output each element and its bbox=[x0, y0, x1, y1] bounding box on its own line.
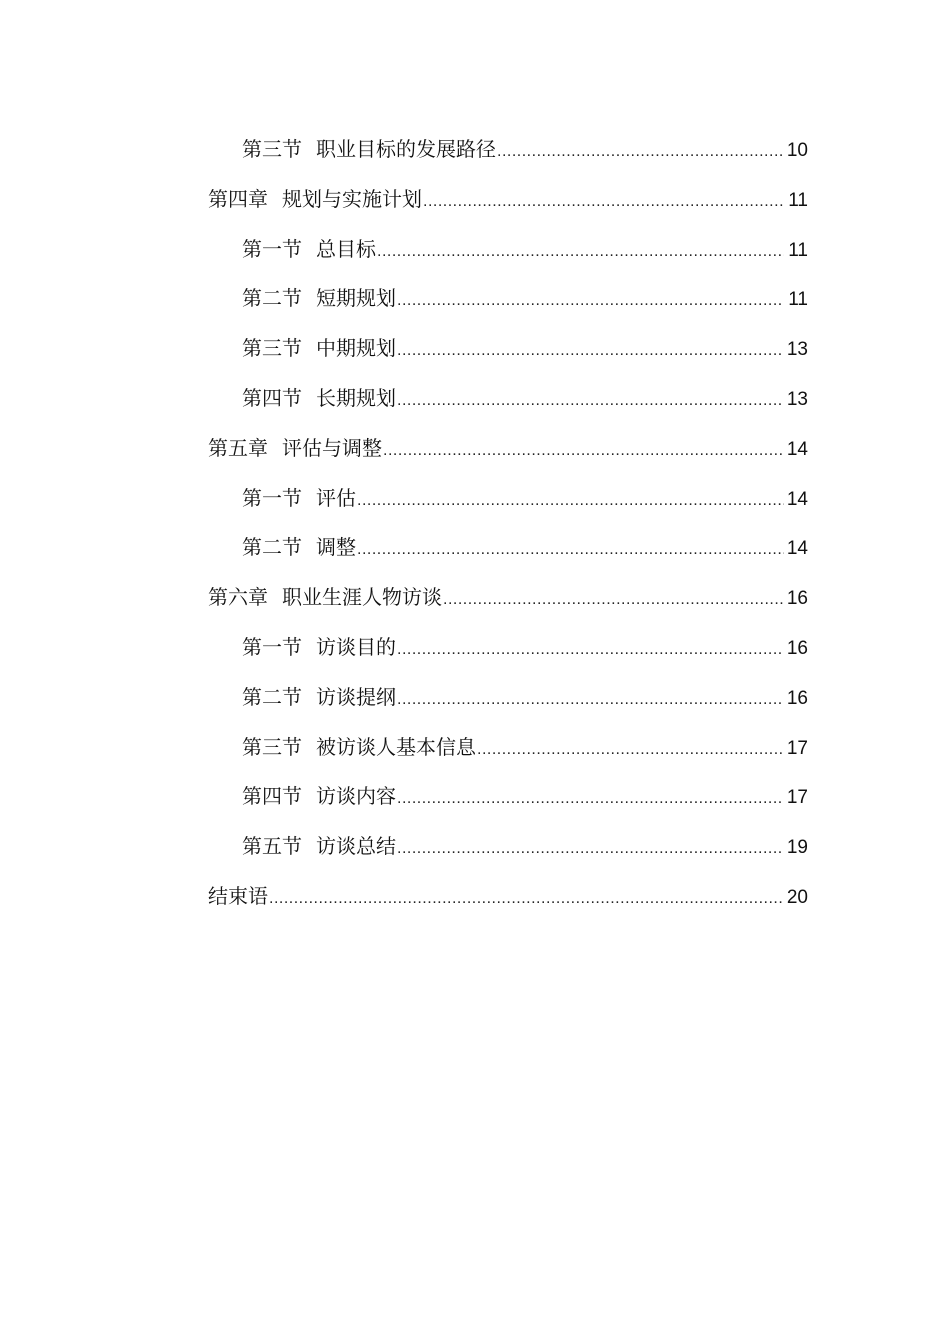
toc-leader-dots bbox=[397, 824, 784, 874]
toc-entry[interactable] bbox=[208, 623, 808, 673]
toc-entry[interactable] bbox=[208, 324, 808, 374]
toc-entry-label bbox=[208, 573, 442, 623]
toc-entry-title: 职业目标的发展路径 bbox=[316, 137, 496, 161]
toc-entry-title: 短期规划 bbox=[316, 286, 396, 311]
toc-entry-title: 总目标 bbox=[316, 236, 376, 261]
toc-entry[interactable] bbox=[208, 474, 808, 524]
toc-page-number: 17 bbox=[786, 787, 808, 809]
toc-page-number: 14 bbox=[786, 438, 808, 460]
toc-entry-number: 第一节 bbox=[242, 485, 302, 510]
toc-entry-number: 第二节 bbox=[242, 286, 302, 311]
toc-entry-label bbox=[242, 374, 396, 424]
toc-leader-dots bbox=[383, 426, 784, 476]
toc-leader-dots bbox=[423, 177, 784, 227]
toc-entry-number: 第三节 bbox=[242, 336, 302, 361]
toc-entry-title: 评估与调整 bbox=[282, 435, 382, 460]
toc-leader-dots bbox=[357, 525, 784, 575]
toc-leader-dots bbox=[357, 476, 784, 526]
toc-entry-number: 第五节 bbox=[242, 834, 302, 859]
toc-page-number: 19 bbox=[786, 837, 808, 859]
toc-page-number: 14 bbox=[786, 538, 808, 560]
toc-entry-number: 第二节 bbox=[242, 535, 302, 560]
toc-entry-label bbox=[242, 673, 396, 723]
toc-entry[interactable] bbox=[208, 374, 808, 424]
toc-entry-label bbox=[242, 125, 496, 175]
toc-entry[interactable] bbox=[208, 424, 808, 474]
toc-entry-number: 第二节 bbox=[242, 684, 302, 709]
toc-entry-number: 第六章 bbox=[208, 585, 268, 610]
toc-page-number: 14 bbox=[786, 488, 808, 510]
toc-page-number: 16 bbox=[786, 637, 808, 659]
toc-entry[interactable] bbox=[208, 872, 808, 922]
toc-entry-number: 第四节 bbox=[242, 784, 302, 809]
toc-page-number: 17 bbox=[786, 737, 808, 759]
toc-entry-number: 第五章 bbox=[208, 435, 268, 460]
toc-leader-dots bbox=[397, 376, 784, 426]
toc-entry-label bbox=[242, 474, 356, 524]
toc-entry-label bbox=[242, 623, 396, 673]
toc-entry-label bbox=[242, 723, 476, 773]
toc-entry-title: 访谈内容 bbox=[316, 784, 396, 809]
toc-entry-number: 第三节 bbox=[242, 734, 302, 759]
toc-entry[interactable] bbox=[208, 175, 808, 225]
toc-entry-title: 职业生涯人物访谈 bbox=[282, 585, 442, 610]
toc-leader-dots bbox=[397, 326, 784, 376]
toc-entry-title: 调整 bbox=[316, 535, 356, 560]
toc-entry-number: 第一节 bbox=[242, 236, 302, 261]
toc-entry-label bbox=[242, 822, 396, 872]
toc-page-number: 16 bbox=[786, 687, 808, 709]
toc-leader-dots bbox=[497, 127, 784, 177]
toc-entry[interactable] bbox=[208, 225, 808, 275]
toc-page-number: 16 bbox=[786, 588, 808, 610]
toc-entry-label bbox=[242, 772, 396, 822]
toc-entry-label bbox=[242, 523, 356, 573]
toc-entry-label bbox=[208, 424, 382, 474]
table-of-contents bbox=[208, 125, 808, 922]
toc-entry[interactable] bbox=[208, 125, 808, 175]
toc-entry[interactable] bbox=[208, 573, 808, 623]
toc-leader-dots bbox=[269, 874, 784, 924]
toc-entry[interactable] bbox=[208, 673, 808, 723]
toc-page-number: 11 bbox=[788, 289, 808, 311]
toc-page-number: 11 bbox=[788, 239, 808, 261]
toc-page-number: 13 bbox=[786, 388, 808, 410]
toc-entry-number: 第四节 bbox=[242, 385, 302, 410]
toc-page-number: 11 bbox=[788, 189, 808, 211]
toc-entry-title: 结束语 bbox=[208, 883, 268, 908]
toc-leader-dots bbox=[397, 675, 784, 725]
toc-entry-number: 第四章 bbox=[208, 186, 268, 211]
toc-leader-dots bbox=[443, 575, 784, 625]
toc-entry-title: 评估 bbox=[316, 485, 356, 510]
toc-page-number: 13 bbox=[786, 339, 808, 361]
toc-entry-number: 第一节 bbox=[242, 634, 302, 659]
toc-entry-title: 中期规划 bbox=[316, 336, 396, 361]
toc-page-number: 10 bbox=[786, 140, 808, 161]
toc-leader-dots bbox=[397, 625, 784, 675]
toc-entry-label bbox=[208, 872, 268, 922]
toc-entry-title: 规划与实施计划 bbox=[282, 186, 422, 211]
toc-page-number: 20 bbox=[786, 886, 808, 908]
toc-entry[interactable] bbox=[208, 523, 808, 573]
toc-entry-title: 被访谈人基本信息 bbox=[316, 734, 476, 759]
toc-entry-label bbox=[242, 225, 376, 275]
toc-leader-dots bbox=[377, 227, 784, 277]
toc-entry-label bbox=[208, 175, 422, 225]
toc-entry-title: 长期规划 bbox=[316, 385, 396, 410]
toc-leader-dots bbox=[397, 276, 784, 326]
toc-entry[interactable] bbox=[208, 822, 808, 872]
toc-entry-number: 第三节 bbox=[242, 137, 302, 161]
toc-entry[interactable] bbox=[208, 772, 808, 822]
toc-entry-label bbox=[242, 274, 396, 324]
toc-leader-dots bbox=[397, 774, 784, 824]
toc-entry-title: 访谈提纲 bbox=[316, 684, 396, 709]
toc-entry-title: 访谈总结 bbox=[316, 834, 396, 859]
toc-entry[interactable] bbox=[208, 723, 808, 773]
toc-entry-title: 访谈目的 bbox=[316, 634, 396, 659]
toc-entry[interactable] bbox=[208, 274, 808, 324]
toc-entry-label bbox=[242, 324, 396, 374]
toc-leader-dots bbox=[477, 725, 784, 775]
